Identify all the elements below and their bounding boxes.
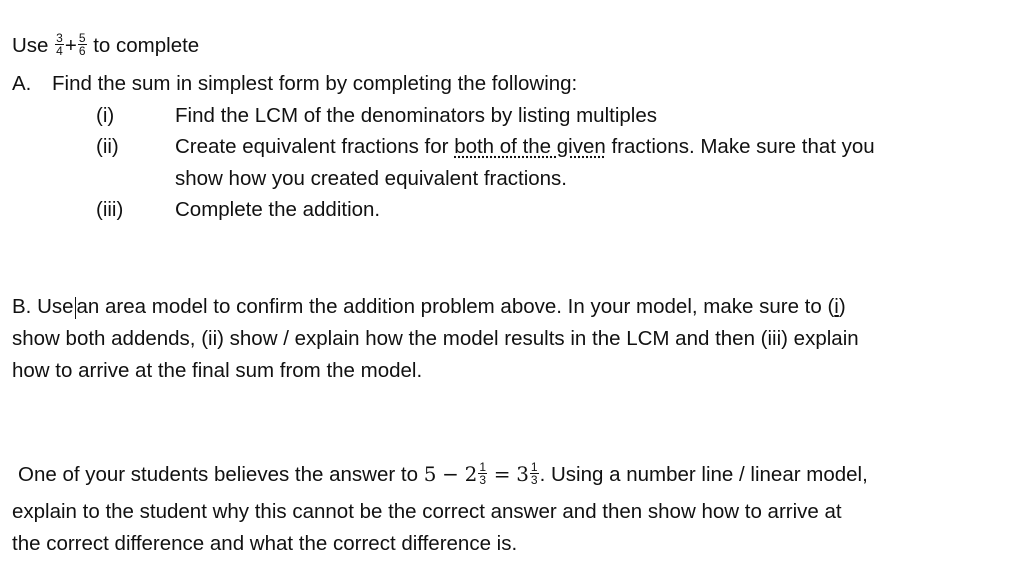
- part-c-text: explain to the student why this cannot be the correct answer and then show how to arrive at: [12, 500, 842, 523]
- fraction-numerator: 3: [56, 31, 63, 46]
- part-b-text: ): [838, 295, 846, 318]
- part-b-line-3: [12, 357, 422, 385]
- part-c-text: the correct difference and what the correct difference is.: [12, 532, 518, 555]
- part-c-line-1: [18, 460, 868, 489]
- intro-use: Use: [12, 34, 49, 57]
- part-b-text: show both addends, (ii) show / explain how the model results in the LCM and then (iii) explain: [12, 327, 859, 350]
- part-b-text: B. Use: [12, 295, 74, 318]
- part-a-item-1: [96, 102, 657, 130]
- fraction-numerator: 5: [78, 31, 86, 46]
- part-b-text: an area model to confirm the addition problem above. In your model, make sure to (: [76, 295, 835, 318]
- math-minus: −: [442, 462, 459, 486]
- part-a-item-2: [96, 133, 875, 161]
- fraction-denominator: 3: [530, 473, 538, 488]
- fraction-five-sixths: [78, 32, 87, 57]
- fraction-numerator: 1: [479, 460, 487, 475]
- math-equals: =: [493, 462, 511, 486]
- fraction-one-third: [478, 461, 487, 486]
- fraction-denominator: 6: [78, 44, 86, 59]
- part-b-text: how to arrive at the final sum from the model.: [12, 359, 423, 382]
- part-c-text: One of your students believes the answer to: [18, 463, 424, 486]
- part-c-line-3: [12, 530, 517, 558]
- part-b-text-underlined: i: [834, 295, 839, 318]
- part-c-line-2: [12, 498, 842, 526]
- part-b-line-1: [12, 293, 846, 321]
- item-number: (i): [96, 104, 115, 127]
- part-b-line-2: [12, 325, 859, 353]
- item-number: (ii): [96, 135, 119, 158]
- item-text: Create equivalent fractions for: [175, 135, 455, 158]
- math-three: 3: [516, 462, 529, 486]
- item-number: (iii): [96, 198, 124, 221]
- part-a-text: Find the sum in simplest form by completing the following:: [52, 72, 578, 95]
- part-a-heading: [12, 70, 577, 98]
- intro-to-complete: to complete: [93, 34, 200, 57]
- fraction-denominator: 4: [56, 44, 63, 59]
- fraction-denominator: 3: [479, 473, 487, 488]
- part-a-item-3: [96, 196, 380, 224]
- item-text-rest: fractions. Make sure that you: [605, 135, 875, 158]
- part-a-label: A.: [12, 72, 32, 95]
- plus-sign: +: [64, 34, 77, 57]
- item-text: Find the LCM of the denominators by listing multiples: [175, 104, 657, 127]
- fraction-three-fourths: [55, 32, 64, 57]
- item-text: Complete the addition.: [175, 198, 381, 221]
- fraction-numerator: 1: [530, 460, 538, 475]
- item-text-line2: show how you created equivalent fractions.: [175, 167, 568, 190]
- part-a-item-2-continued: [175, 165, 567, 193]
- math-two: 2: [464, 462, 478, 486]
- item-text-underlined: both of the given: [454, 135, 606, 158]
- part-c-text: . Using a number line / linear model,: [539, 463, 868, 486]
- fraction-one-third: [530, 461, 539, 486]
- intro-line: [12, 32, 199, 60]
- text-cursor: [75, 297, 76, 319]
- math-five: 5: [423, 462, 437, 486]
